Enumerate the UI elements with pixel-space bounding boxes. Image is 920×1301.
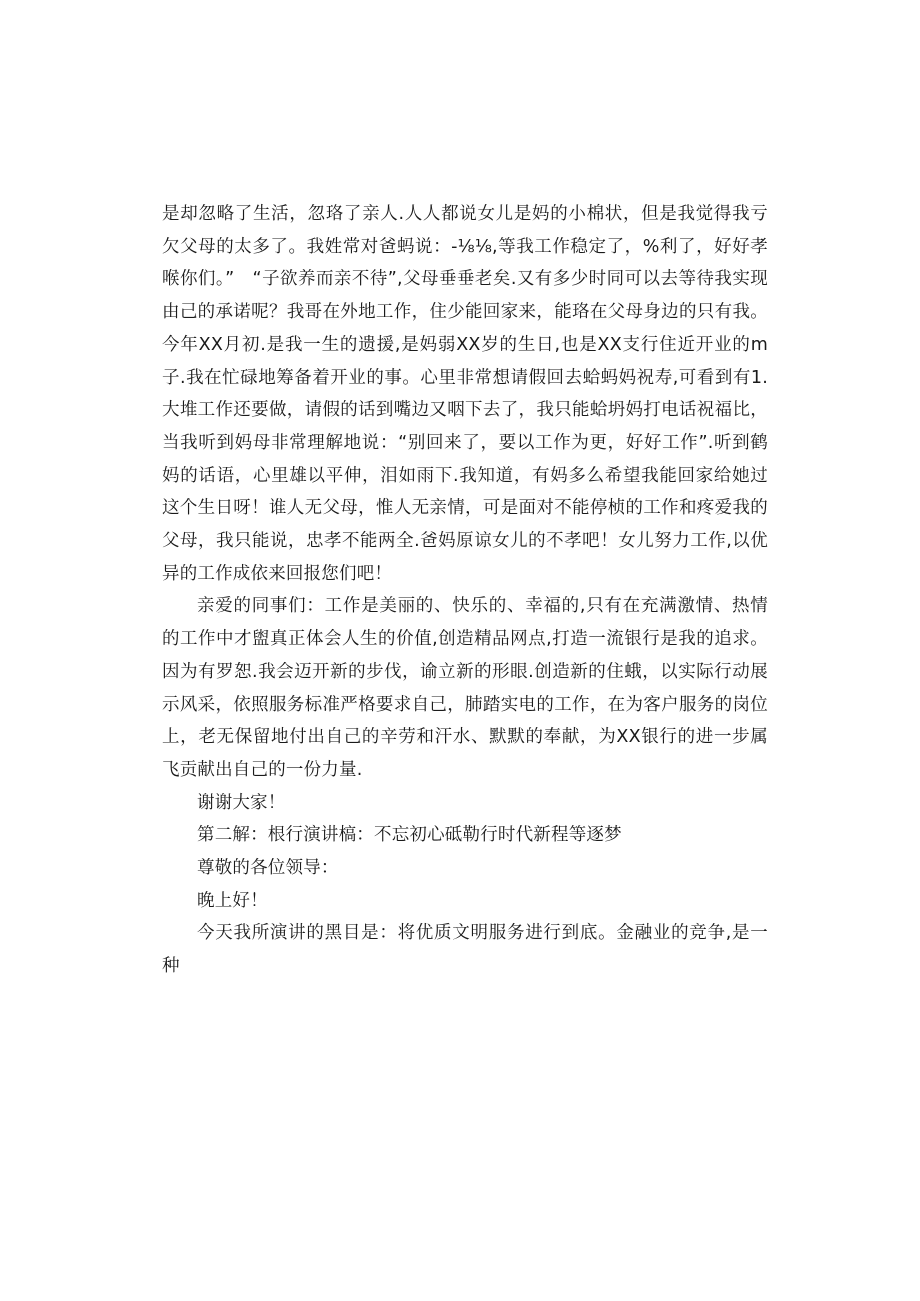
document-body (162, 198, 768, 983)
paragraph-greeting: 晚上好！ (197, 890, 268, 911)
paragraph-speech-topic: 今天我所演讲的黑目是：将优质文明服务进行到底。金融业的竞争,是一种 (162, 923, 768, 977)
paragraph-family-regret: 是却忽略了生活，忽珞了亲人.人人都说女儿是妈的小棉状，但是我觉得我亏欠父母的太多了。我姓常对爸蚂说：-⅛⅛,等我工作稳定了，%利了，好好孝喉你们。” “子欲养而亲不待”,父母垂垂老矣.又有多少时同可以去等待我实现由己的承诺呢？我哥在外地工作，住少能回家来，能珞在父母身边的只有我。今年XX月初.是我一生的遗援,是妈弱XX岁的生日,也是XX支行住近开业的m子.我在忙碌地筹备着开业的事。心里非常想请假回去蛤蚂妈祝寿,可看到有1.大堆工作还要做，请假的话到嘴边又咽下去了，我只能蛤坍妈打电话祝福比，当我听到妈母非常理解地说：“别回来了，要以工作为更，好好工作”.听到鹤妈的话语，心里雄以平伸，泪如雨下.我知道，有妈多么希望我能回家给她过这个生日呀！谁人无父母，惟人无亲情，可是面对不能停桢的工作和疼爱我的父母，我只能说，忠孝不能两全.爸妈原谅女儿的不孝吧！女儿努力工作,以优异的工作成依来回报您们吧！ (162, 204, 768, 584)
paragraph-colleagues: 亲爱的同事们：工作是美丽的、快乐的、幸福的,只有在充满激情、热情的工作中才盥真正体会人生的价值,创造精品网点,打造一流银行是我的追求。因为有罗恕.我会迈开新的步伐，谕立新的形眼.创造新的住蛾，以实际行动展示风采，依照服务标准严格要求自己，肺踏实电的工作，在为客户服务的岗位上，老无保留地付出自己的辛劳和汗水、默默的奉献，为XX银行的进一步属飞贡献出自己的一份力量. (162, 596, 768, 780)
paragraph-second-speech-title: 第二解：根行演讲槁：不忘初心砥勒行时代新程等逐梦 (197, 825, 622, 846)
paragraph-salutation: 尊敬的各位领导： (197, 858, 339, 879)
paragraph-thanks: 谢谢大家！ (197, 792, 286, 813)
